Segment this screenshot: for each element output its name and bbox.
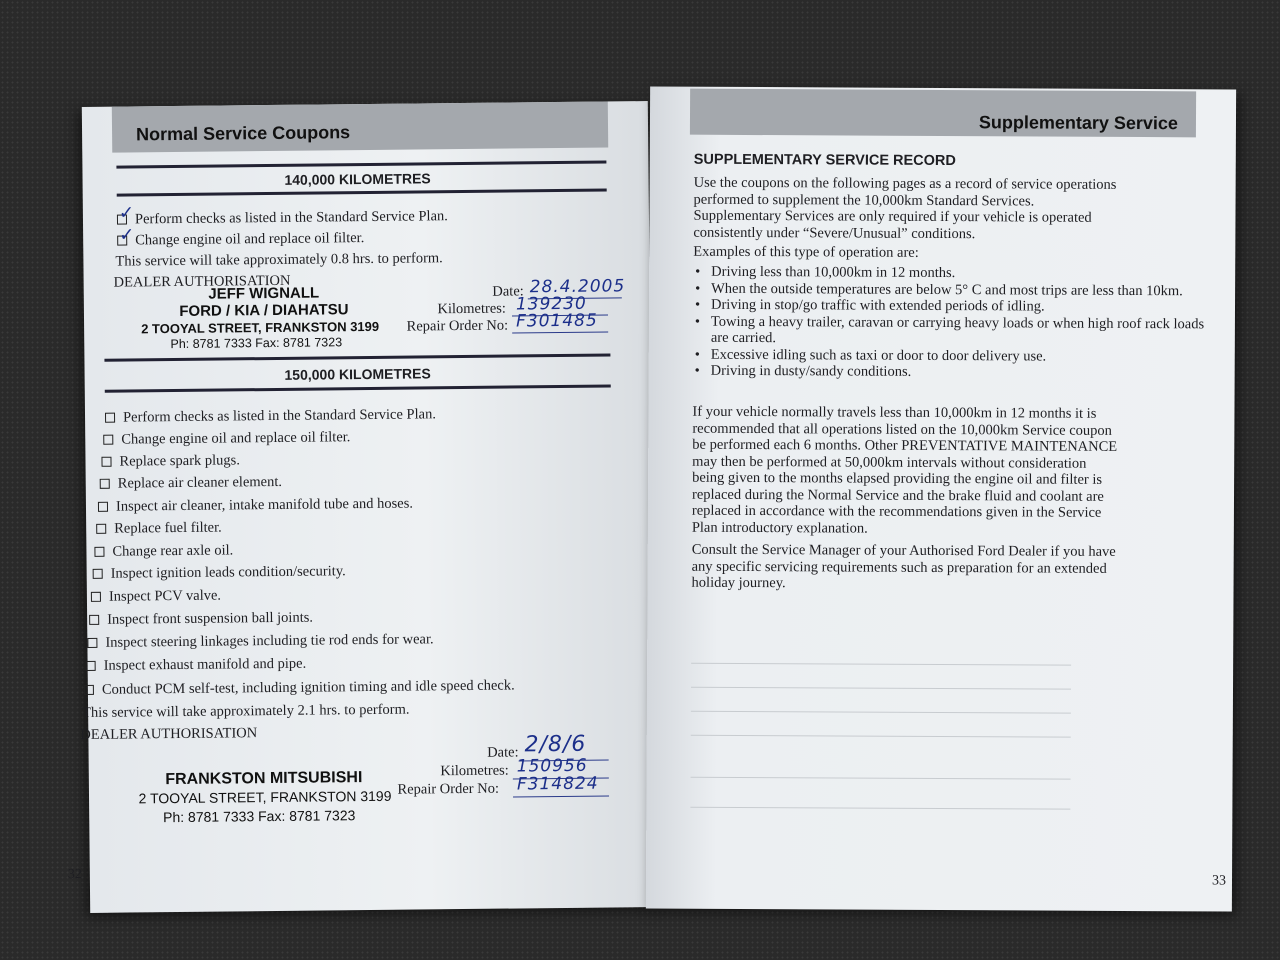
right-page-number: 33 bbox=[1211, 873, 1227, 889]
coupon2-ro-underline bbox=[513, 796, 609, 798]
coupon1-km-label: Kilometres: bbox=[437, 300, 507, 318]
coupon2-item-7[interactable]: Change rear axle oil. bbox=[94, 542, 233, 560]
section-title: SUPPLEMENTARY SERVICE RECORD bbox=[693, 151, 956, 170]
coupon1-dealer-phone: Ph: 8781 7333 Fax: 8781 7323 bbox=[170, 335, 343, 352]
intro-paragraph: Use the coupons on the following pages as a record of service operations performed to supplement the 10,000km Standard Services. Supplementary Services are only required if your vehicle is operated consistently under “Severe/Unusual” conditions. bbox=[693, 174, 1117, 242]
checkbox[interactable] bbox=[96, 524, 106, 534]
coupon1-ro-label: Repair Order No: bbox=[406, 317, 509, 335]
list-item: • Driving in stop/go traffic with extended periods of idling. bbox=[695, 297, 1207, 316]
coupon1-km-value[interactable]: 139230 bbox=[515, 293, 587, 315]
checkmark-icon: ✓ bbox=[118, 202, 135, 224]
coupon2-item-9[interactable]: Inspect PCV valve. bbox=[91, 588, 221, 606]
coupon1-title: 140,000 KILOMETRES bbox=[284, 170, 431, 188]
coupon1-auth-label: DEALER AUTHORISATION bbox=[113, 272, 291, 291]
left-page-number: 32 bbox=[67, 867, 82, 883]
right-page-header: Supplementary Service bbox=[690, 89, 1196, 138]
list-item: • Driving less than 10,000km in 12 months. bbox=[695, 264, 1207, 283]
paragraph-3: Consult the Service Manager of your Authorised Ford Dealer if you have any specific servicing requirements such as preparation for an extended holiday journey. bbox=[691, 541, 1116, 592]
list-item: • When the outside temperatures are below 5° C and most trips are less than 10km. bbox=[695, 280, 1207, 299]
checkmark-icon: ✓ bbox=[119, 224, 135, 246]
coupon2-km-value[interactable]: 150956 bbox=[516, 755, 588, 777]
coupon2-title: 150,000 KILOMETRES bbox=[284, 365, 431, 383]
checkbox[interactable] bbox=[100, 479, 110, 489]
checkbox[interactable] bbox=[84, 685, 94, 695]
coupon2-item-12[interactable]: Inspect exhaust manifold and pipe. bbox=[86, 656, 307, 675]
coupon2-date-value[interactable]: 2/8/6 bbox=[524, 731, 587, 758]
checkbox[interactable] bbox=[89, 615, 99, 625]
coupon2-item-10[interactable]: Inspect front suspension ball joints. bbox=[89, 610, 313, 629]
coupon1-ro-value[interactable]: F301485 bbox=[515, 310, 598, 332]
coupon1-date-label: Date: bbox=[492, 283, 524, 300]
coupon1-dealer-brands: FORD / KIA / DIAHATSU bbox=[179, 301, 349, 320]
paragraph-2: If your vehicle normally travels less than 10,000km in 12 months it is recommended that all operations listed on the 10,000km Service coupon be performed each 6 months. Other PREVENTATIVE MAINTENANCE may then be performed at 50,000km intervals without consideration being given to the months elapsed providing the engine oil and filter is replaced during the Normal Service and the brake fluid and coolant are replaced in accordance with the recommendations given in the Service Plan introductory explanation. bbox=[691, 403, 1118, 537]
coupon2-ro-label: Repair Order No: bbox=[397, 780, 500, 798]
list-item: • Driving in dusty/sandy conditions. bbox=[695, 363, 1207, 382]
coupon2-item-13[interactable]: Conduct PCM self-test, including ignition timing and idle speed check. bbox=[84, 677, 515, 699]
checkbox[interactable] bbox=[87, 638, 97, 648]
coupon2-item-8[interactable]: Inspect ignition leads condition/security. bbox=[93, 563, 346, 583]
coupon1-dealer-name: JEFF WIGNALL bbox=[208, 284, 320, 303]
checkbox[interactable] bbox=[105, 413, 115, 423]
coupon2-dealer-name: FRANKSTON MITSUBISHI bbox=[165, 769, 363, 789]
right-page bbox=[646, 86, 1236, 911]
examples-label: Examples of this type of operation are: bbox=[693, 243, 919, 261]
divider bbox=[690, 807, 1070, 810]
coupon2-auth-label: DEALER AUTHORISATION bbox=[80, 725, 258, 744]
divider bbox=[691, 777, 1071, 780]
coupon2-top-rule bbox=[104, 353, 610, 361]
coupon1-ro-underline bbox=[512, 331, 608, 333]
coupon2-item-1[interactable]: Perform checks as listed in the Standard Service Plan. bbox=[105, 406, 436, 426]
checkbox[interactable] bbox=[86, 661, 96, 671]
checkbox[interactable] bbox=[101, 457, 111, 467]
coupon2-date-label: Date: bbox=[487, 744, 519, 761]
coupon2-item-5[interactable]: Inspect air cleaner, intake manifold tube and hoses. bbox=[98, 496, 413, 516]
coupon2-dealer-phone: Ph: 8781 7333 Fax: 8781 7323 bbox=[163, 807, 356, 826]
list-item: • Excessive idling such as taxi or door to door delivery use. bbox=[695, 346, 1207, 365]
coupon2-item-11[interactable]: Inspect steering linkages including tie rod ends for wear. bbox=[87, 631, 433, 652]
left-page-header: Normal Service Coupons bbox=[112, 101, 608, 152]
divider bbox=[691, 687, 1071, 690]
coupon1-item-2[interactable]: Change engine oil and replace oil filter. bbox=[117, 230, 364, 250]
checkbox[interactable] bbox=[98, 502, 108, 512]
divider bbox=[691, 711, 1071, 714]
divider bbox=[691, 663, 1071, 666]
coupon1-item-1[interactable]: Perform checks as listed in the Standard Service Plan. bbox=[117, 208, 448, 228]
coupon2-ro-value[interactable]: F314824 bbox=[516, 773, 599, 795]
checkbox[interactable] bbox=[93, 569, 103, 579]
divider bbox=[691, 735, 1071, 738]
coupon1-top-rule bbox=[116, 160, 606, 168]
coupon2-dealer-address: 2 TOOYAL STREET, FRANKSTON 3199 bbox=[138, 787, 392, 807]
coupon2-item-2[interactable]: Change engine oil and replace oil filter. bbox=[103, 429, 350, 449]
coupon2-item-3[interactable]: Replace spark plugs. bbox=[101, 452, 240, 470]
checkbox[interactable] bbox=[91, 592, 101, 602]
coupon2-bottom-rule bbox=[105, 384, 611, 392]
checkbox[interactable] bbox=[94, 547, 104, 557]
coupon2-item-4[interactable]: Replace air cleaner element. bbox=[100, 474, 282, 493]
examples-list bbox=[695, 264, 1208, 382]
coupon2-km-label: Kilometres: bbox=[440, 762, 509, 780]
coupon2-item-6[interactable]: Replace fuel filter. bbox=[96, 520, 222, 538]
coupon1-date-value[interactable]: 28.4.2005 bbox=[529, 276, 626, 298]
coupon2-duration: This service will take approximately 2.1 hrs. to perform. bbox=[82, 701, 410, 722]
checkbox[interactable] bbox=[103, 435, 113, 445]
coupon1-duration: This service will take approximately 0.8 hrs. to perform. bbox=[115, 250, 443, 270]
list-item: • Towing a heavy trailer, caravan or carrying heavy loads or when high roof rack loads are carried. bbox=[695, 313, 1207, 349]
coupon1-bottom-rule bbox=[117, 188, 607, 196]
coupon1-dealer-address: 2 TOOYAL STREET, FRANKSTON 3199 bbox=[141, 318, 380, 337]
left-page bbox=[67, 101, 656, 913]
